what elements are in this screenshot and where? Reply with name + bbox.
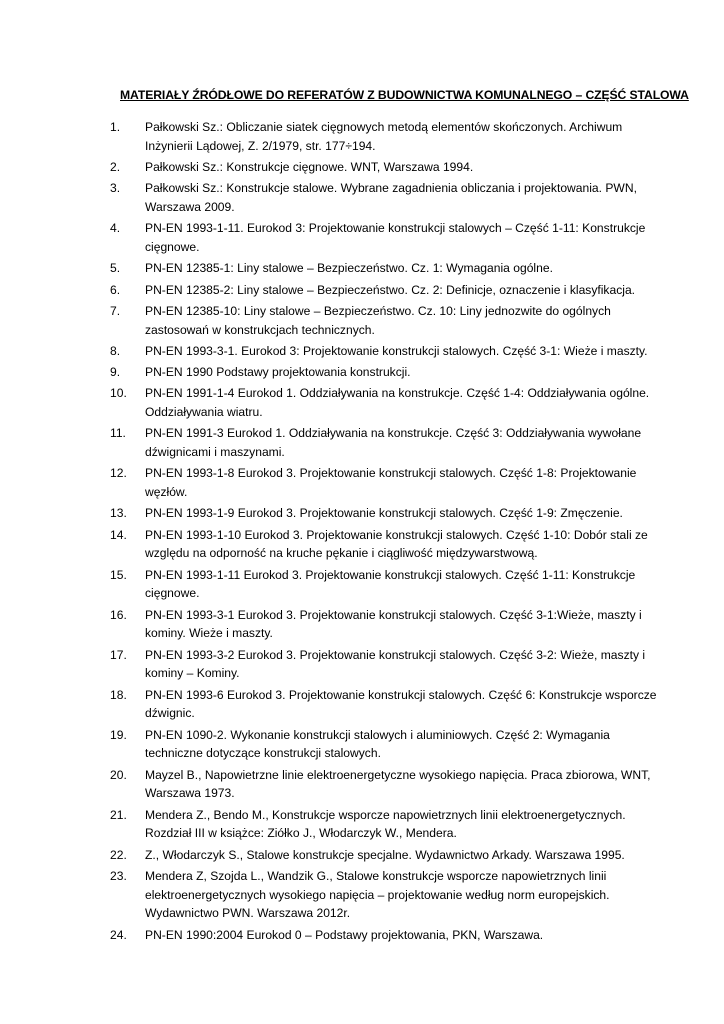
reference-item xyxy=(110,806,666,843)
reference-item xyxy=(110,464,666,501)
reference-number: 23. xyxy=(110,869,127,884)
reference-item xyxy=(110,867,666,923)
reference-item xyxy=(110,686,666,723)
reference-number: 10. xyxy=(110,386,127,401)
reference-text: Mayzel B., Napowietrzne linie elektroenergetyczne wysokiego napięcia. Praca zbiorowa, WNT, Warszawa 1973. xyxy=(145,767,651,801)
reference-item xyxy=(110,363,666,382)
reference-item xyxy=(110,302,666,339)
reference-text: Mendera Z., Bendo M., Konstrukcje wsporcze napowietrznych linii elektroenergetycznych. Rozdział III w książce: Ziółko J., Włodarczyk W., Mendera. xyxy=(145,807,626,841)
reference-text: PN-EN 1993-1-11 Eurokod 3. Projektowanie konstrukcji stalowych. Część 1-11: Konstrukcje cięgnowe. xyxy=(145,567,636,601)
reference-number: 9. xyxy=(110,365,121,380)
reference-text: PN-EN 1993-3-1. Eurokod 3: Projektowanie konstrukcji stalowych. Część 3-1: Wieże i maszty. xyxy=(145,343,648,358)
reference-text: PN-EN 1993-1-8 Eurokod 3. Projektowanie konstrukcji stalowych. Część 1-8: Projektowanie węzłów. xyxy=(145,466,637,500)
reference-number: 4. xyxy=(110,221,121,236)
reference-item xyxy=(110,646,666,683)
reference-item xyxy=(110,259,666,278)
reference-number: 16. xyxy=(110,607,127,622)
reference-text: PN-EN 1990 Podstawy projektowania konstrukcji. xyxy=(145,365,411,380)
reference-item xyxy=(110,606,666,643)
reference-number: 11. xyxy=(110,426,126,441)
reference-number: 15. xyxy=(110,567,127,582)
reference-item xyxy=(110,384,666,421)
reference-number: 21. xyxy=(110,807,127,822)
reference-item xyxy=(110,526,666,563)
reference-number: 8. xyxy=(110,343,121,358)
reference-number: 6. xyxy=(110,282,121,297)
reference-text: PN-EN 1090-2. Wykonanie konstrukcji stalowych i aluminiowych. Część 2: Wymagania techniczne dotyczące konstrukcji stalowych. xyxy=(145,727,610,761)
reference-list xyxy=(110,118,666,947)
reference-number: 19. xyxy=(110,727,127,742)
reference-text: PN-EN 1993-1-9 Eurokod 3. Projektowanie konstrukcji stalowych. Część 1-9: Zmęczenie. xyxy=(145,506,623,521)
document-title: MATERIAŁY ŹRÓDŁOWE DO REFERATÓW Z BUDOWNICTWA KOMUNALNEGO – CZĘŚĆ STALOWA xyxy=(120,88,689,102)
reference-text: PN-EN 12385-1: Liny stalowe – Bezpieczeństwo. Cz. 1: Wymagania ogólne. xyxy=(145,261,553,276)
reference-number: 5. xyxy=(110,261,121,276)
reference-number: 13. xyxy=(110,506,127,521)
reference-item xyxy=(110,281,666,300)
reference-text: PN-EN 1993-3-2 Eurokod 3. Projektowanie konstrukcji stalowych. Część 3-2: Wieże, maszty i kominy – Kominy. xyxy=(145,647,646,681)
reference-number: 12. xyxy=(110,466,127,481)
reference-text: PN-EN 1991-1-4 Eurokod 1. Oddziaływania na konstrukcje. Część 1-4: Oddziaływania ogólne. Oddziaływania wiatru. xyxy=(145,386,650,420)
reference-item xyxy=(110,726,666,763)
reference-number: 18. xyxy=(110,687,127,702)
reference-item xyxy=(110,504,666,523)
reference-number: 1. xyxy=(110,120,121,134)
reference-number: 22. xyxy=(110,847,127,862)
reference-text: PN-EN 1993-3-1 Eurokod 3. Projektowanie konstrukcji stalowych. Część 3-1:Wieże, maszty i kominy. Wieże i maszty. xyxy=(145,607,642,641)
reference-item xyxy=(110,926,666,945)
reference-text: PN-EN 1993-1-10 Eurokod 3. Projektowanie konstrukcji stalowych. Część 1-10: Dobór stali ze względu na odporność na kruche pękanie i ciągliwość międzywarstwową. xyxy=(145,527,648,561)
reference-text: Z., Włodarczyk S., Stalowe konstrukcje specjalne. Wydawnictwo Arkady. Warszawa 1995. xyxy=(145,847,625,862)
reference-number: 17. xyxy=(110,647,127,662)
reference-text: Pałkowski Sz.: Konstrukcje stalowe. Wybrane zagadnienia obliczania i projektowania. PWN, Warszawa 2009. xyxy=(145,181,637,214)
reference-item xyxy=(110,342,666,361)
reference-number: 7. xyxy=(110,303,121,318)
reference-item xyxy=(110,566,666,603)
reference-text: PN-EN 1991-3 Eurokod 1. Oddziaływania na konstrukcje. Część 3: Oddziaływania wywołane dźwignicami i maszynami. xyxy=(145,426,642,460)
reference-text: Mendera Z, Szojda L., Wandzik G., Stalowe konstrukcje wsporcze napowietrznych linii elektroenergetycznych wysokiego napięcia – projektowanie według norm europejskich. Wydawnictwo PWN. Warszawa 2012r. xyxy=(145,869,610,921)
reference-text: PN-EN 1993-6 Eurokod 3. Projektowanie konstrukcji stalowych. Część 6: Konstrukcje wsporcze dźwignic. xyxy=(145,687,657,721)
reference-item xyxy=(110,424,666,461)
reference-item xyxy=(110,118,666,155)
reference-number: 20. xyxy=(110,767,127,782)
reference-item xyxy=(110,846,666,865)
reference-text: PN-EN 1990:2004 Eurokod 0 – Podstawy projektowania, PKN, Warszawa. xyxy=(145,927,544,942)
reference-text: PN-EN 1993-1-11. Eurokod 3: Projektowanie konstrukcji stalowych – Część 1-11: Konstrukcje cięgnowe. xyxy=(145,221,646,254)
reference-number: 24. xyxy=(110,927,127,942)
reference-text: PN-EN 12385-10: Liny stalowe – Bezpieczeństwo. Cz. 10: Liny jednozwite do ogólnych zastosowań w konstrukcjach technicznych. xyxy=(145,303,611,337)
reference-item xyxy=(110,179,666,216)
reference-text: PN-EN 12385-2: Liny stalowe – Bezpieczeństwo. Cz. 2: Definicje, oznaczenie i klasyfikacja. xyxy=(145,282,636,297)
reference-item xyxy=(110,219,666,256)
reference-item xyxy=(110,766,666,803)
reference-number: 14. xyxy=(110,527,127,542)
reference-item xyxy=(110,158,666,177)
reference-text: Pałkowski Sz.: Obliczanie siatek cięgnowych metodą elementów skończonych. Archiwum Inżynierii Lądowej, Z. 2/1979, str. 177÷194. xyxy=(145,120,623,153)
reference-number: 2. xyxy=(110,160,121,174)
reference-number: 3. xyxy=(110,181,121,196)
reference-text: Pałkowski Sz.: Konstrukcje cięgnowe. WNT, Warszawa 1994. xyxy=(145,160,474,174)
